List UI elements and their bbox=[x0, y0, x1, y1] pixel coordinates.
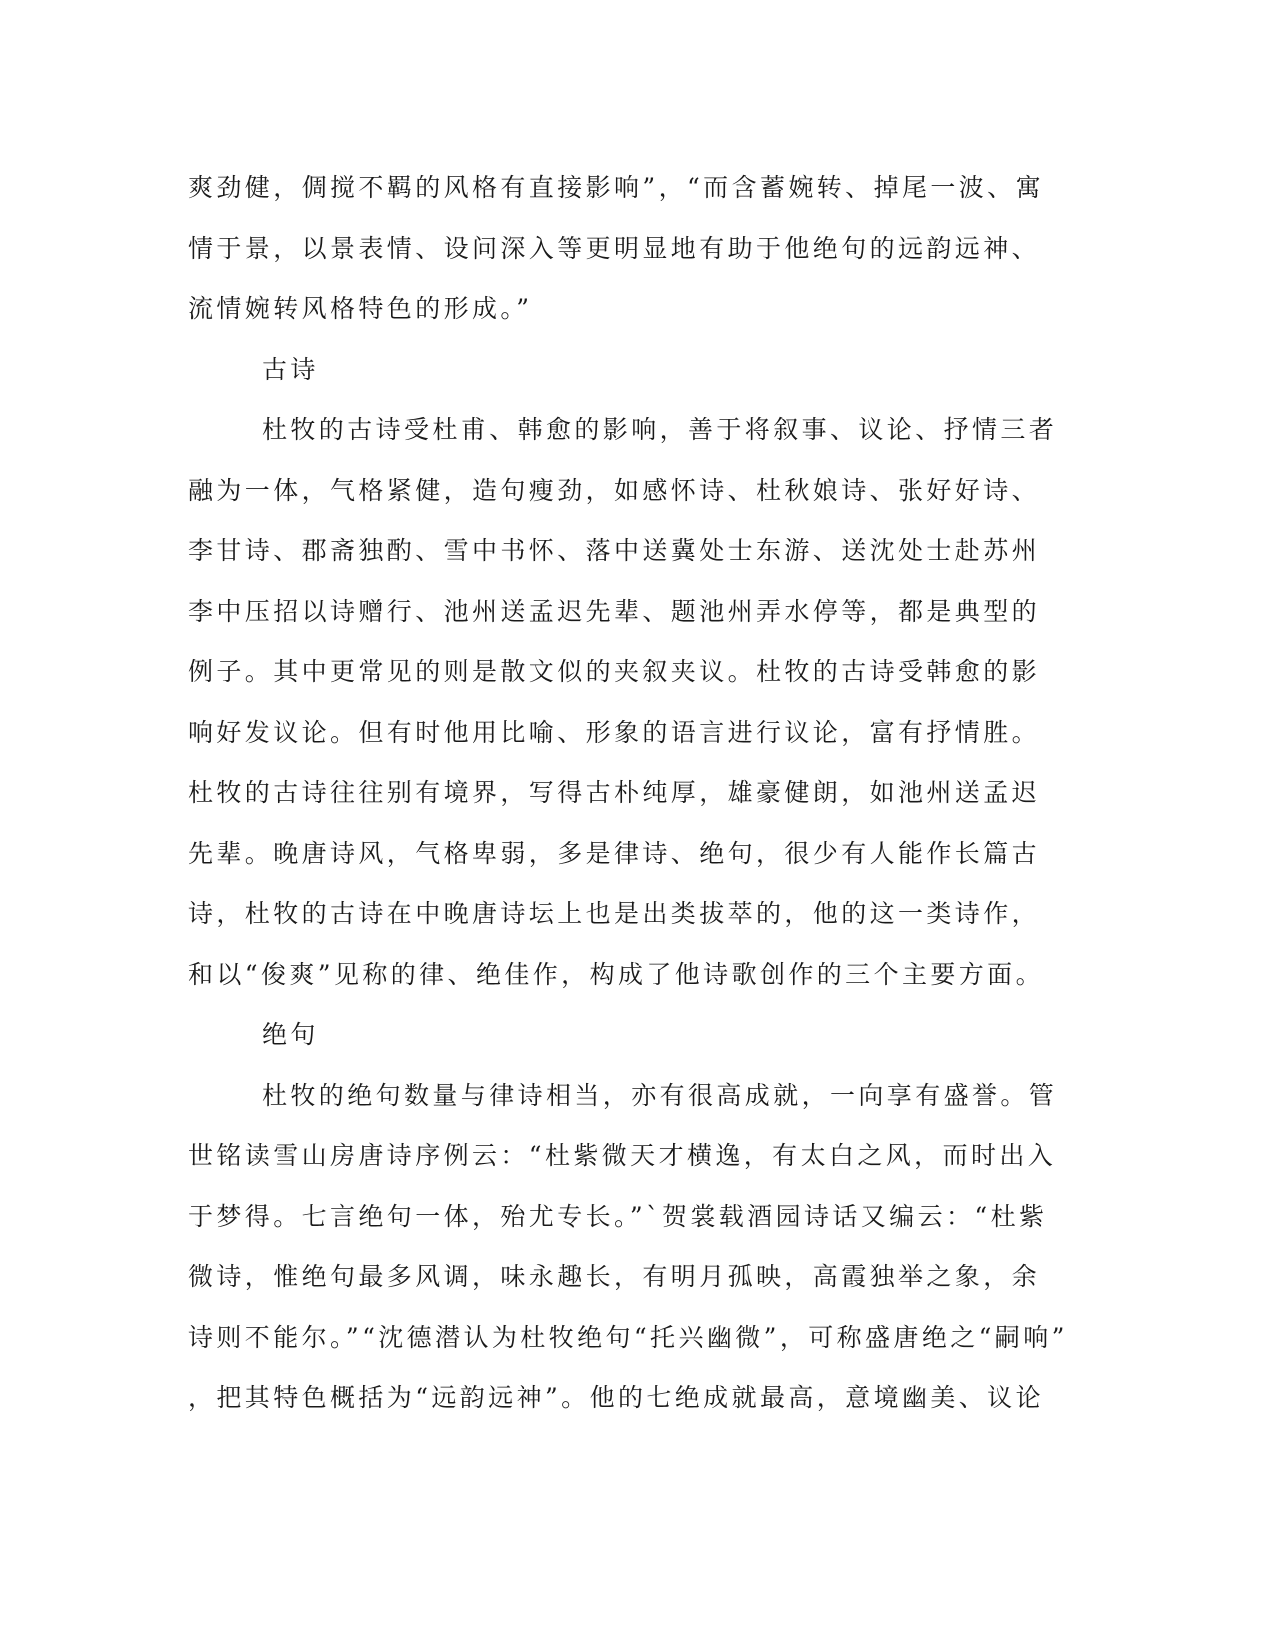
text-line: 情于景，以景表情、设问深入等更明显地有助于他绝句的远韵远神、 bbox=[188, 233, 1041, 263]
text-line: 杜牧的绝句数量与律诗相当，亦有很高成就，一向享有盛誉。管 bbox=[262, 1080, 1058, 1110]
text-line: ，把其特色概括为“远韵远神”。他的七绝成就最高，意境幽美、议论 bbox=[188, 1383, 1044, 1412]
text-line: 先辈。晚唐诗风，气格卑弱，多是律诗、绝句，很少有人能作长篇古 bbox=[188, 838, 1041, 868]
text-line: 诗，杜牧的古诗在中晚唐诗坛上也是出类拔萃的，他的这一类诗作， bbox=[188, 899, 1041, 928]
text-line: 和以“俊爽”见称的律、绝佳作，构成了他诗歌创作的三个主要方面。 bbox=[188, 959, 1044, 989]
text-line: 世铭读雪山房唐诗序例云：“杜紫微天才横逸，有太白之风，而时出入 bbox=[188, 1141, 1057, 1170]
text-line: 流情婉转风格特色的形成。” bbox=[188, 294, 533, 323]
text-line: 爽劲健，倜搅不羁的风格有直接影响”，“而含蓄婉转、掉尾一波、寓 bbox=[188, 173, 1044, 202]
text-line: 融为一体，气格紧健，造句瘦劲，如感怀诗、杜秋娘诗、张好好诗、 bbox=[188, 475, 1041, 505]
text-line: 李中压招以诗赠行、池州送孟迟先辈、题池州弄水停等，都是典型的 bbox=[188, 596, 1041, 626]
text-line: 响好发议论。但有时他用比喻、形象的语言进行议论，富有抒情胜。 bbox=[188, 717, 1041, 747]
text-line: 李甘诗、郡斋独酌、雪中书怀、落中送冀处士东游、送沈处士赴苏州 bbox=[188, 536, 1041, 565]
text-line: 杜牧的古诗往往别有境界，写得古朴纯厚，雄豪健朗，如池州送孟迟 bbox=[188, 778, 1041, 807]
text-line: 例子。其中更常见的则是散文似的夹叙夹议。杜牧的古诗受韩愈的影 bbox=[188, 657, 1041, 686]
text-line: 微诗，惟绝句最多风调，味永趣长，有明月孤映，高霞独举之象，余 bbox=[188, 1262, 1041, 1291]
text-line: 于梦得。七言绝句一体，殆尤专长。”`贺裳载酒园诗话又编云：“杜紫 bbox=[188, 1201, 1048, 1231]
body-text bbox=[188, 158, 1068, 1429]
text-line: 诗则不能尔。”“沈德潜认为杜牧绝句“托兴幽微”，可称盛唐绝之“嗣响” bbox=[188, 1322, 1068, 1352]
section-heading-gushi: 古诗 bbox=[262, 354, 319, 384]
text-line: 杜牧的古诗受杜甫、韩愈的影响，善于将叙事、议论、抒情三者 bbox=[262, 415, 1058, 444]
section-heading-jueju: 绝句 bbox=[262, 1020, 319, 1049]
